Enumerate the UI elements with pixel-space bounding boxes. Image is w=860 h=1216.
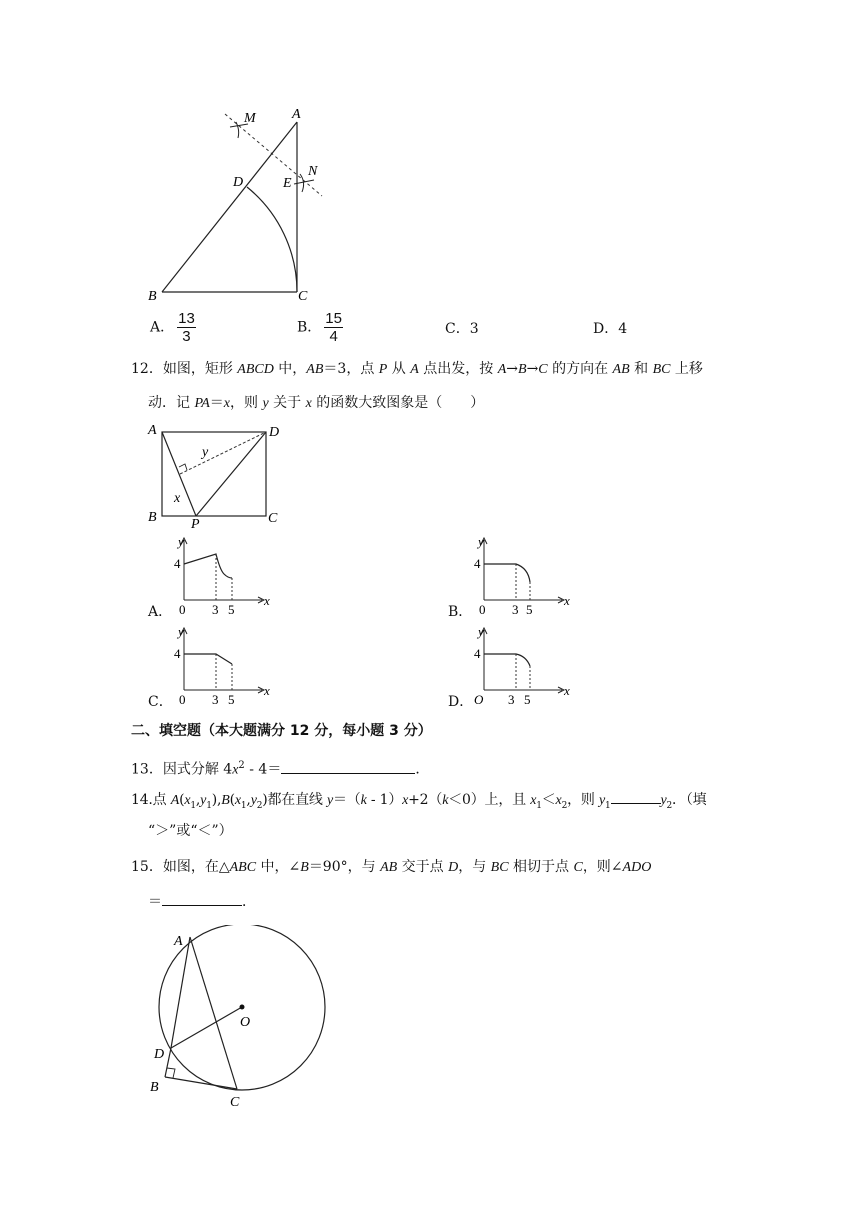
svg-text:4: 4	[474, 646, 481, 661]
q12-figure	[140, 420, 290, 530]
svg-text:5: 5	[228, 602, 235, 617]
q12-line2: 动．记 PA＝x，则 y 关于 x 的函数大致图象是（ ）	[148, 395, 485, 411]
svg-text:x: x	[264, 683, 270, 698]
svg-text:4: 4	[174, 646, 181, 661]
q11-label-A: A	[292, 107, 301, 122]
svg-text:O: O	[474, 692, 484, 707]
q11-option-b[interactable]: B． $\frac{15}{4}$	[297, 310, 342, 345]
q12-option-c-label[interactable]: C．	[148, 694, 173, 710]
svg-text:y: y	[178, 534, 184, 549]
q15-label-D: D	[154, 1047, 165, 1062]
q11-label-M: M	[244, 111, 256, 126]
q12-label-x: x	[174, 491, 181, 506]
q15-figure	[140, 925, 340, 1115]
q12-graph-c[interactable]	[172, 624, 282, 708]
q11-figure	[140, 100, 340, 310]
svg-text:x: x	[264, 593, 270, 608]
q12-graph-b[interactable]	[472, 534, 582, 618]
q12-option-d-label[interactable]: D．	[448, 694, 474, 710]
svg-text:0: 0	[179, 692, 186, 707]
svg-text:y: y	[478, 624, 484, 639]
q12-option-a-label[interactable]: A．	[148, 604, 173, 620]
q11-label-D: D	[233, 175, 244, 190]
q12-label-A: A	[148, 423, 157, 438]
q15-line2: ＝ ．	[148, 891, 256, 912]
q15-label-A: A	[174, 934, 183, 949]
q12-graph-a[interactable]	[172, 534, 282, 618]
q15-line1: 15．如图，在△ABC 中，∠B＝90°，与 AB 交于点 D，与 BC 相切于点 C，则∠ADO	[131, 859, 652, 875]
svg-text:5: 5	[524, 692, 531, 707]
svg-text:4: 4	[474, 556, 481, 571]
svg-text:5: 5	[228, 692, 235, 707]
q12-label-y: y	[202, 445, 209, 460]
svg-text:3: 3	[212, 692, 219, 707]
q11-label-B: B	[148, 289, 157, 304]
q11-label-C: C	[298, 289, 308, 304]
svg-text:x: x	[564, 593, 570, 608]
svg-text:0: 0	[179, 602, 186, 617]
svg-text:0: 0	[479, 602, 486, 617]
svg-text:y: y	[478, 534, 484, 549]
q11-label-N: N	[308, 164, 318, 179]
q11-option-a[interactable]: A． $\frac{13}{3}$	[150, 310, 195, 345]
svg-text:y: y	[178, 624, 184, 639]
q13-answer-blank[interactable]	[281, 759, 415, 774]
q13: 13．因式分解 $4x^2 - 4=$ ．	[131, 760, 430, 778]
q12-label-P: P	[191, 517, 200, 530]
fraction: $\frac{13}{3}$	[178, 310, 195, 345]
q11-option-d[interactable]: D．4	[593, 321, 628, 337]
q12-label-B: B	[148, 510, 157, 525]
q12-label-C: C	[268, 511, 278, 526]
q14-line1: 14.点 $A(x_1,y_1),B(x_1,y_2)$都在直线 y＝（k - 1）x+2（k＜0）上，且 $x_1<x_2$，则 $y_1$ $y_2$．（填	[131, 789, 706, 816]
svg-text:3: 3	[512, 602, 519, 617]
svg-text:3: 3	[212, 602, 219, 617]
q15-label-C: C	[230, 1095, 240, 1110]
svg-text:x: x	[564, 683, 570, 698]
q12-label-D: D	[269, 425, 280, 440]
svg-text:3: 3	[508, 692, 515, 707]
q15-label-B: B	[150, 1080, 159, 1095]
q11-label-E: E	[283, 176, 292, 191]
svg-text:5: 5	[526, 602, 533, 617]
q12-option-b-label[interactable]: B．	[448, 604, 473, 620]
q14-answer-blank[interactable]	[611, 789, 661, 804]
fraction: $\frac{15}{4}$	[325, 310, 342, 345]
q11-option-c[interactable]: C．3	[445, 321, 479, 337]
q12-graph-d[interactable]	[472, 624, 582, 708]
q14-line2: “＞”或“＜”）	[148, 823, 233, 839]
svg-text:4: 4	[174, 556, 181, 571]
q12-line1: 12．如图，矩形 ABCD 中，AB＝3，点 P 从 A 点出发，按 A→B→C 的方向在 AB 和 BC 上移	[131, 361, 703, 377]
q15-answer-blank[interactable]	[162, 891, 242, 906]
q15-label-O: O	[240, 1015, 251, 1030]
section-heading: 二、填空题（本大题满分 12 分，每小题 3 分）	[131, 723, 432, 739]
